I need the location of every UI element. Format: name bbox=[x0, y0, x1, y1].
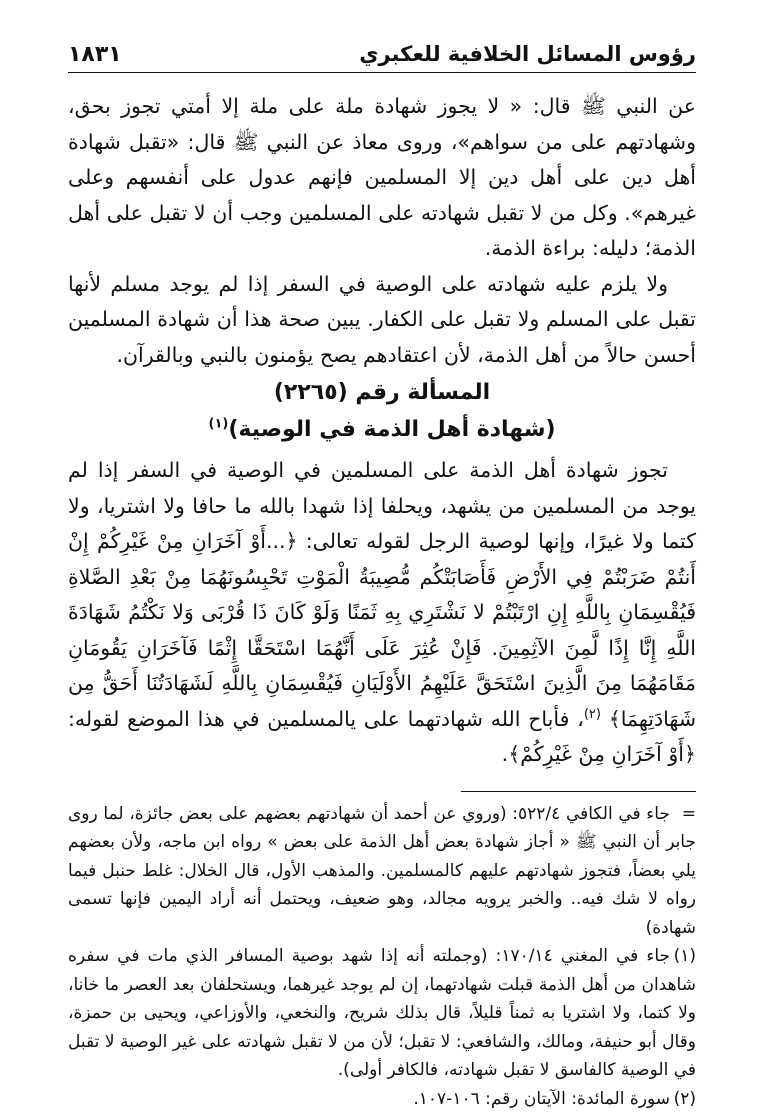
paragraph-2: ولا يلزم عليه شهادته على الوصية في السفر إذا لم يوجد مسلم لأنها تقبل على المسلم ولا تقبل على الكفار. يبين صحة هذا أن شهادة المسلمين أحسن حالاً من أهل الذمة، لأن اعتقادهم يصح يؤمنون بالنبي وبالقرآن. bbox=[68, 267, 696, 374]
continuation-marker: = bbox=[670, 800, 696, 829]
issue-title: (شهادة أهل الذمة في الوصية) bbox=[228, 417, 555, 442]
footnote-continued bbox=[68, 800, 696, 943]
paragraph-3-text: تجوز شهادة أهل الذمة على المسلمين في الوصية في السفر إذا لم يوجد من المسلمين من يشهد، ويحلفا إذا شهدا بالله ما حافا ولا اشتريا، ولا كتما ولا غيرًا، وإنها لوصية الرجل لقوله تعالى: ﴿...أَوْ آخَرَانِ مِنْ غَيْرِكُمْ إِنْ أَنتُمْ ضَرَبْتُمْ فِي الأَرْضِ فَأَصَابَتْكُم مُّصِيبَةُ الْمَوْتِ تَحْبِسُونَهُمَا مِنْ بَعْدِ الصَّلاةِ فَيُقْسِمَانِ بِاللَّهِ إِنِ ارْتَبْتُمْ لا نَشْتَرِي بِهِ ثَمَنًا وَلَوْ كَانَ ذَا قُرْبَى وَلا نَكْتُمُ شَهَادَةَ اللَّهِ إِنَّا إِذًا لَّمِنَ الآثِمِينَ. فَإِنْ عُثِرَ عَلَى أَنَّهُمَا اسْتَحَقَّا إِثْمًا فَآخَرَانِ يَقُومَانِ مَقَامَهُمَا مِنَ الَّذِينَ اسْتَحَقَّ عَلَيْهِمُ الأَوْلَيَانِ فَيُقْسِمَانِ بِاللَّهِ لَشَهَادَتُنَا أَحَقُّ مِن شَهَادَتِهِمَا﴾ bbox=[68, 458, 696, 731]
footnote-continued-text: جاء في الكافي ٥٢٢/٤: (وروي عن أحمد أن شهادتهم بعضهم على بعض جائزة، لما روى جابر أن النبي ﷺ « أجاز شهادة بعض أهل الذمة على بعض » رواه ابن ماجه، ولأن بعضهم يلي بعضاً، فتجوز شهادتهم عليهم كالمسلمين. والمذهب الأول، قال الخلال: غلط حنبل فيما رواه لا شك فيه.. والخبر يرويه مجالد، وهو ضعيف، ويحتمل أنه أراد اليمين فإنها تسمى شهادة) bbox=[68, 804, 696, 938]
footnote-2 bbox=[68, 1085, 696, 1113]
footnote-1-text: جاء في المغني ١٧٠/١٤: (وجملته أنه إذا شهد بوصية المسافر الذي مات في سفره شاهدان من أهل الذمة قبلت شهادتهما، إن لم يوجد غيرهما، ويستحلفان بعد العصر ما خانا، ولا كتما، ولا اشتريا به ثمناً قليلاً، قال بذلك شريح، والنخعي، والأوزاعي، ويحيى بن حمزة، وقال أبو حنيفة، ومالك، والشافعي: لا تقبل؛ لأن من لا تقبل شهادته على غير الوصية لا تقبل في الوصية كالفاسق لا تقبل شهادته، فالكافر أولى). bbox=[68, 946, 696, 1080]
footnote-ref-2: (٢) bbox=[584, 707, 601, 722]
footnote-separator bbox=[461, 791, 696, 792]
footnote-2-number: (٢) bbox=[670, 1085, 696, 1113]
footnote-ref-1: (١) bbox=[208, 417, 228, 432]
issue-number-heading: المسألة رقم (٢٢٦٥) bbox=[68, 375, 696, 410]
footnote-1 bbox=[68, 942, 696, 1085]
issue-title-heading bbox=[68, 412, 696, 447]
footnote-2-text: سورة المائدة: الآيتان رقم: ١٠٦-١٠٧. bbox=[413, 1089, 670, 1109]
running-header bbox=[68, 0, 696, 73]
footnote-1-number: (١) bbox=[670, 942, 696, 971]
paragraph-1: عن النبي ﷺ قال: « لا يجوز شهادة ملة على ملة إلا أمتي تجوز بحق، وشهادتهم على من سواهم»، وروى معاذ عن النبي ﷺ قال: «تقبل شهادة أهل دين على أهل دين إلا المسلمين فإنهم عدول على أنفسهم وعلى غيرهم». وكل من لا تقبل شهادته على المسلمين وجب أن لا تقبل على أهل الذمة؛ دليله: براءة الذمة. bbox=[68, 89, 696, 267]
book-title: رؤوس المسائل الخلافية للعكبري bbox=[359, 42, 696, 66]
paragraph-3 bbox=[68, 453, 696, 773]
page-number: ١٨٣١ bbox=[68, 42, 122, 67]
paragraph-3-tail: ، فأباح الله شهادتهما على يالمسلمين في هذا الموضع لقوله: ﴿أَوْ آخَرَانِ مِنْ غَيْرِكُمْ﴾. bbox=[68, 707, 696, 767]
